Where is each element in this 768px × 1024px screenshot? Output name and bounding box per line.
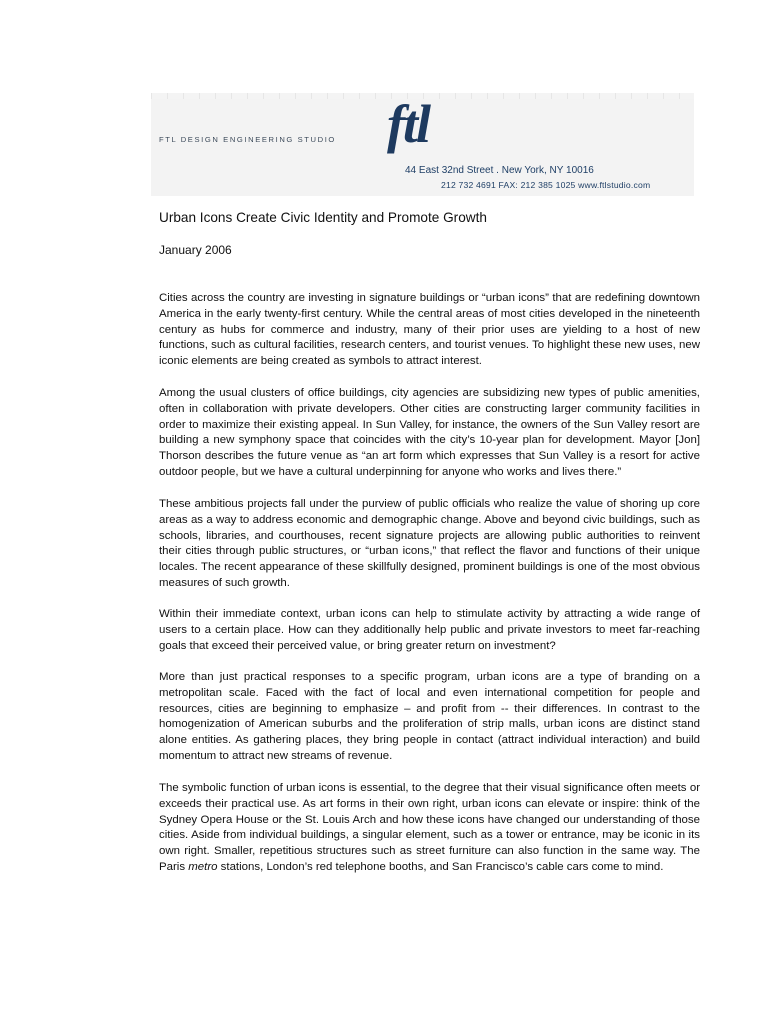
paragraph-5: More than just practical responses to a specific program, urban icons are a type of branding on a metropolitan scale. Faced with the fact of local and even international competition for people and resources, cities are beginning to emphasize – and profit from -- their differences. In contrast to the homogenization of American suburbs and the proliferation of strip malls, urban icons are distinct stand alone entities. As gathering places, they bring people in contact (attract individual interaction) and build momentum to attract new streams of revenue. — [159, 671, 700, 762]
paragraph-6-text-end: stations, London’s red telephone booths, and San Francisco’s cable cars come to mind. — [217, 860, 664, 873]
ftl-logo: ftl — [387, 94, 429, 154]
studio-address: 44 East 32nd Street . New York, NY 10016 — [405, 165, 594, 176]
letterhead — [151, 93, 694, 196]
paragraph-6 — [159, 781, 700, 876]
paragraph-6-italic-metro: metro — [188, 860, 218, 873]
paragraph-1: Cities across the country are investing in signature buildings or “urban icons” that are redefining downtown America in the early twenty-first century. While the central areas of most cities developed in the nineteenth century as hubs for commerce and industry, many of their prior uses are yielding to a host of new functions, such as cultural facilities, research centers, and tourist venues. To highlight these new uses, new iconic elements are being created as symbols to attract interest. — [159, 292, 700, 368]
paragraph-6-text-start: The symbolic function of urban icons is essential, to the degree that their visual significance often meets or exceeds their practical use. As art forms in their own right, urban icons can elevate or inspire: think of the Sydney Opera House or the St. Louis Arch and how these icons have changed our understanding of those cities. Aside from individual buildings, a singular element, such as a tower or entrance, may be iconic in its own right. Smaller, repetitious structures such as street furniture can also function in the same way. The Paris — [159, 782, 700, 873]
document-title: Urban Icons Create Civic Identity and Promote Growth — [159, 210, 487, 225]
paragraph-2: Among the usual clusters of office buildings, city agencies are subsidizing new types of public amenities, often in collaboration with private developers. Other cities are constructing larger community facilities in order to maximize their existing appeal. In Sun Valley, for instance, the owners of the Sun Valley resort are building a new symphony space that coincides with the city’s 10-year plan for development. Mayor [Jon] Thorson describes the future venue as “an art form which expresses that Sun Valley is a resort for active outdoor people, but we have a cultural underpinning for anyone who works and lives there.” — [159, 387, 700, 478]
document-date: January 2006 — [159, 243, 232, 257]
studio-name: FTL DESIGN ENGINEERING STUDIO — [159, 135, 336, 144]
studio-contact: 212 732 4691 FAX: 212 385 1025 www.ftlstudio.com — [441, 180, 651, 190]
paragraph-4: Within their immediate context, urban icons can help to stimulate activity by attracting a wide range of users to a certain place. How can they additionally help public and private investors to meet far-reaching goals that exceed their perceived value, or bring greater return on investment? — [159, 608, 700, 652]
paragraph-3: These ambitious projects fall under the purview of public officials who realize the value of shoring up core areas as a way to address economic and demographic change. Above and beyond civic buildings, such as schools, libraries, and courthouses, recent signature projects are allowing public authorities to reinvent their cities through public structures, or “urban icons,” that reflect the flavor and functions of their unique locales. The recent appearance of these skillfully designed, prominent buildings is one of the most obvious measures of such growth. — [159, 498, 700, 589]
